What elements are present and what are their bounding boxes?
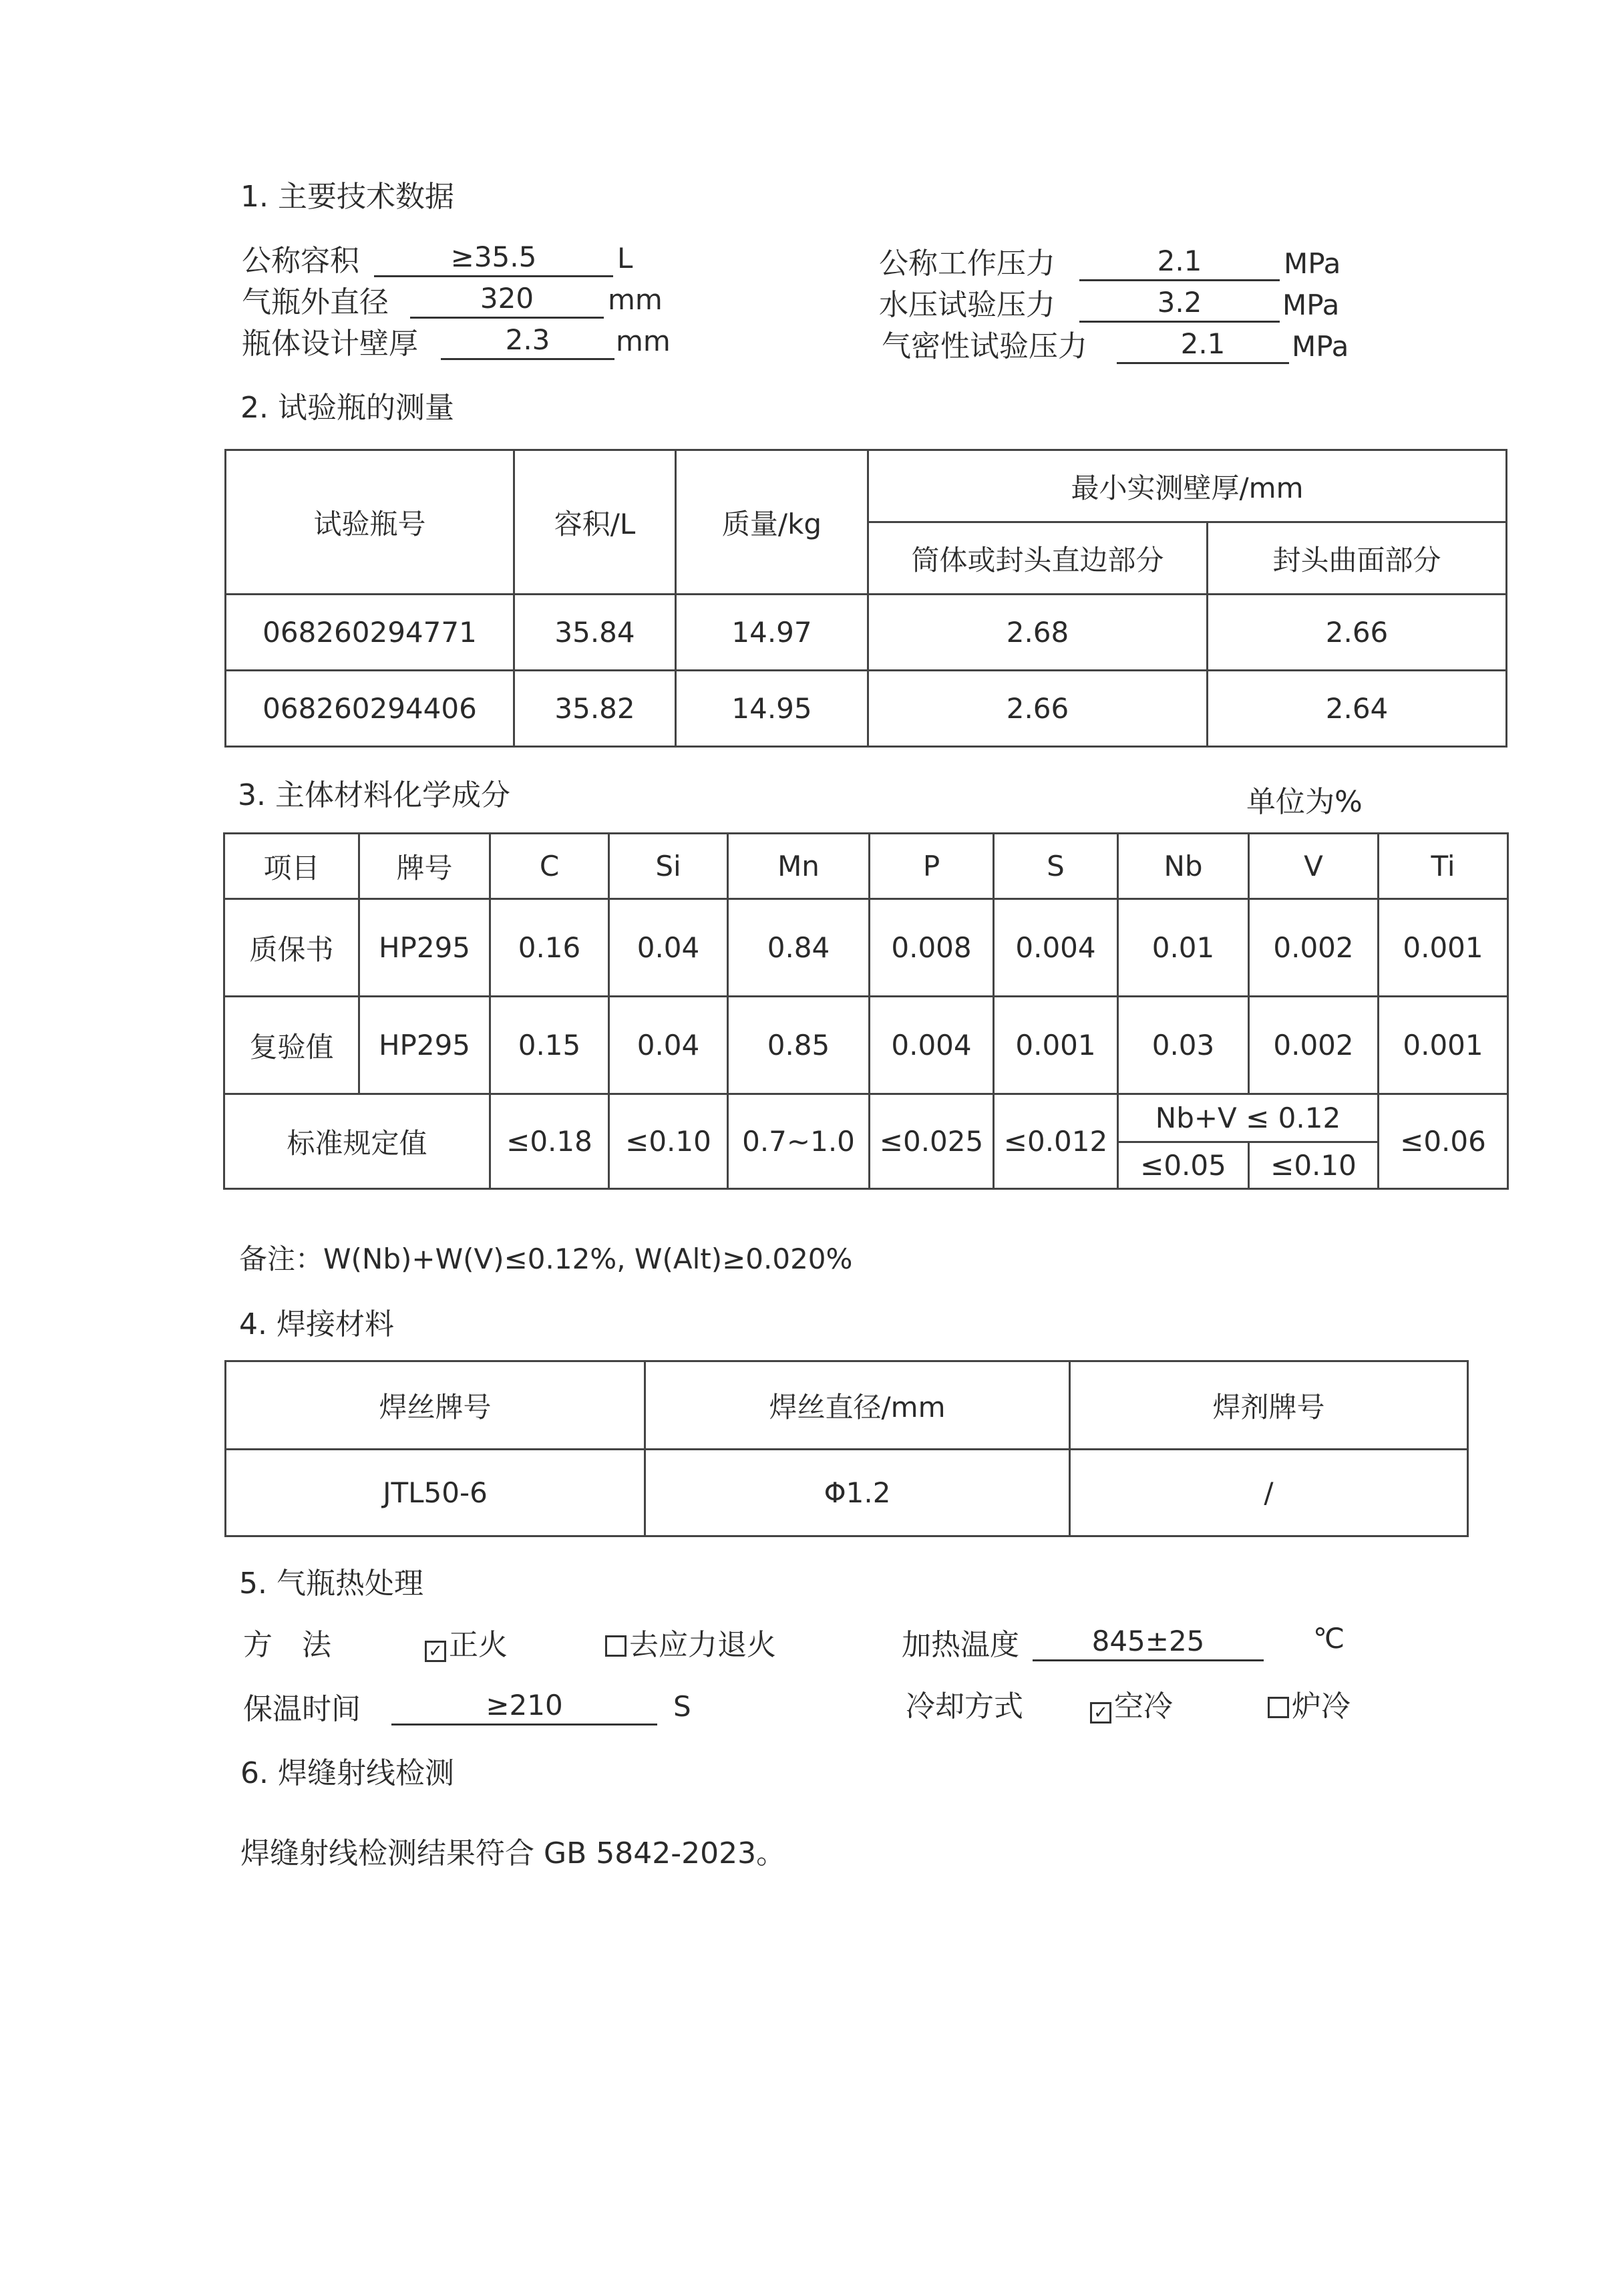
- welding-material-table: [224, 1360, 1469, 1537]
- std-mn: 0.7~1.0: [728, 1094, 870, 1189]
- header-wire-grade: 焊丝牌号: [226, 1361, 645, 1450]
- header-nb: Nb: [1118, 834, 1249, 899]
- heat-temp-unit: ℃: [1313, 1622, 1345, 1655]
- section4-title: 4. 焊接材料: [239, 1307, 394, 1341]
- header-c: C: [490, 834, 609, 899]
- std-si: ≤0.10: [609, 1094, 728, 1189]
- header-v: V: [1249, 834, 1379, 899]
- header-straight-section: 筒体或封头直边部分: [868, 522, 1208, 595]
- v-value: 0.002: [1249, 899, 1379, 997]
- wall-thickness-label: 瓶体设计壁厚: [242, 327, 418, 361]
- section6-title: 6. 焊缝射线检测: [240, 1756, 454, 1790]
- normalize-label: 正火: [449, 1628, 508, 1662]
- working-pressure-unit: MPa: [1284, 247, 1341, 280]
- option-normalize: [425, 1621, 508, 1663]
- row-label: 复验值: [224, 997, 359, 1094]
- header-grade: 牌号: [359, 834, 490, 899]
- checked-box-icon[interactable]: ✓: [425, 1641, 446, 1662]
- std-c: ≤0.18: [490, 1094, 609, 1189]
- leak-test-pressure-label: 气密性试验压力: [882, 329, 1087, 363]
- straight-thickness: 2.68: [868, 595, 1208, 671]
- header-si: Si: [609, 834, 728, 899]
- mass-value: 14.95: [676, 671, 868, 747]
- cooling-method-label: 冷却方式: [906, 1689, 1023, 1724]
- hold-time-value: ≥210: [391, 1687, 657, 1726]
- leak-test-pressure-unit: MPa: [1292, 330, 1349, 363]
- header-flux-grade: 焊剂牌号: [1070, 1361, 1468, 1450]
- composition-remark: 备注：W(Nb)+W(V)≤0.12%, W(Alt)≥0.020%: [239, 1243, 853, 1275]
- hold-time-unit: S: [673, 1690, 691, 1723]
- header-s: S: [994, 834, 1118, 899]
- ti-value: 0.001: [1379, 899, 1508, 997]
- working-pressure-value: 2.1: [1079, 243, 1280, 281]
- nominal-volume-value: ≥35.5: [374, 239, 613, 277]
- option-air-cool: [1090, 1682, 1173, 1725]
- row-label: 质保书: [224, 899, 359, 997]
- wire-diameter-value: Φ1.2: [645, 1450, 1070, 1536]
- outer-diameter-value: 320: [410, 281, 604, 319]
- c-value: 0.16: [490, 899, 609, 997]
- hydro-test-pressure-unit: MPa: [1282, 289, 1340, 321]
- grade-value: HP295: [359, 899, 490, 997]
- ti-value: 0.001: [1379, 997, 1508, 1094]
- section1-title: 1. 主要技术数据: [240, 180, 454, 214]
- header-volume: 容积/L: [514, 450, 676, 595]
- section2-title: 2. 试验瓶的测量: [240, 391, 454, 425]
- mass-value: 14.97: [676, 595, 868, 671]
- header-p: P: [870, 834, 994, 899]
- std-nb: ≤0.05: [1118, 1142, 1249, 1189]
- volume-value: 35.84: [514, 595, 676, 671]
- hydro-test-pressure-value: 3.2: [1079, 285, 1280, 323]
- p-value: 0.004: [870, 997, 994, 1094]
- nb-value: 0.01: [1118, 899, 1249, 997]
- std-label: 标准规定值: [224, 1094, 490, 1189]
- header-mass: 质量/kg: [676, 450, 868, 595]
- cylinder-no: 068260294406: [226, 671, 514, 747]
- unit-note: 单位为%: [1246, 785, 1363, 819]
- unchecked-box-icon[interactable]: [605, 1635, 627, 1657]
- wall-thickness-value: 2.3: [441, 322, 614, 360]
- table-row: [226, 595, 1507, 671]
- nominal-volume-label: 公称容积: [242, 244, 359, 278]
- flux-grade-value: /: [1070, 1450, 1468, 1536]
- stress-relief-label: 去应力退火: [629, 1628, 776, 1662]
- s-value: 0.004: [994, 899, 1118, 997]
- si-value: 0.04: [609, 997, 728, 1094]
- outer-diameter-label: 气瓶外直径: [242, 285, 389, 319]
- header-wire-diameter: 焊丝直径/mm: [645, 1361, 1070, 1450]
- v-value: 0.002: [1249, 997, 1379, 1094]
- heat-temp-label: 加热温度: [902, 1628, 1019, 1662]
- section3-title: 3. 主体材料化学成分: [238, 778, 510, 812]
- std-nb-v-sum: Nb+V ≤ 0.12: [1118, 1094, 1379, 1142]
- nb-value: 0.03: [1118, 997, 1249, 1094]
- std-ti: ≤0.06: [1379, 1094, 1508, 1189]
- table-row: [226, 671, 1507, 747]
- si-value: 0.04: [609, 899, 728, 997]
- table-row: [226, 1450, 1468, 1536]
- grade-value: HP295: [359, 997, 490, 1094]
- std-p: ≤0.025: [870, 1094, 994, 1189]
- outer-diameter-unit: mm: [608, 283, 663, 316]
- p-value: 0.008: [870, 899, 994, 997]
- radiography-result: 焊缝射线检测结果符合 GB 5842-2023。: [240, 1836, 786, 1870]
- c-value: 0.15: [490, 997, 609, 1094]
- option-stress-relief: [605, 1621, 776, 1663]
- method-label: 方 法: [243, 1628, 331, 1662]
- hold-time-label: 保温时间: [243, 1692, 361, 1726]
- header-item: 项目: [224, 834, 359, 899]
- header-mn: Mn: [728, 834, 870, 899]
- wire-grade-value: JTL50-6: [226, 1450, 645, 1536]
- furnace-cool-label: 炉冷: [1292, 1689, 1351, 1724]
- nominal-volume-unit: L: [617, 242, 633, 275]
- s-value: 0.001: [994, 997, 1118, 1094]
- curved-thickness: 2.64: [1208, 671, 1507, 747]
- chemical-composition-table: [223, 832, 1509, 1190]
- unchecked-box-icon[interactable]: [1268, 1697, 1289, 1718]
- cylinder-no: 068260294771: [226, 595, 514, 671]
- heat-temp-value: 845±25: [1033, 1623, 1264, 1661]
- wall-thickness-unit: mm: [616, 325, 671, 357]
- table-row: [224, 899, 1508, 997]
- checked-box-icon[interactable]: ✓: [1090, 1702, 1111, 1724]
- mn-value: 0.84: [728, 899, 870, 997]
- air-cool-label: 空冷: [1114, 1689, 1173, 1724]
- leak-test-pressure-value: 2.1: [1117, 326, 1289, 364]
- mn-value: 0.85: [728, 997, 870, 1094]
- std-v: ≤0.10: [1249, 1142, 1379, 1189]
- option-furnace-cool: [1268, 1682, 1351, 1725]
- header-curved-section: 封头曲面部分: [1208, 522, 1507, 595]
- header-ti: Ti: [1379, 834, 1508, 899]
- hydro-test-pressure-label: 水压试验压力: [879, 288, 1055, 322]
- cylinder-measurement-table: [224, 449, 1507, 748]
- working-pressure-label: 公称工作压力: [879, 247, 1055, 281]
- volume-value: 35.82: [514, 671, 676, 747]
- curved-thickness: 2.66: [1208, 595, 1507, 671]
- straight-thickness: 2.66: [868, 671, 1208, 747]
- section5-title: 5. 气瓶热处理: [239, 1567, 423, 1601]
- std-s: ≤0.012: [994, 1094, 1118, 1189]
- table-row: [224, 997, 1508, 1094]
- header-cylinder-no: 试验瓶号: [226, 450, 514, 595]
- header-min-wall-thickness: 最小实测壁厚/mm: [868, 450, 1507, 522]
